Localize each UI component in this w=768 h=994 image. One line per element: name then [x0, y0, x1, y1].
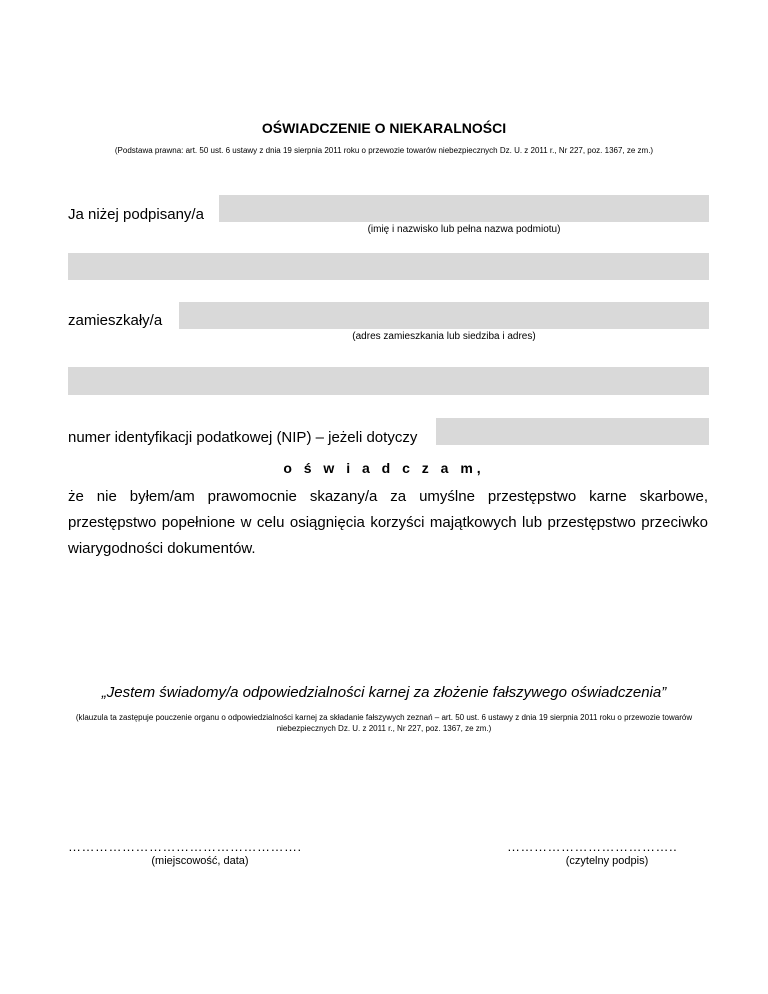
address-label: zamieszkały/a: [68, 312, 163, 329]
name-field-continued[interactable]: [68, 253, 709, 280]
name-label: Ja niżej podpisany/a: [68, 206, 204, 223]
place-date-line[interactable]: …………………………………………….: [68, 839, 302, 854]
address-field[interactable]: [179, 302, 709, 329]
document-title: OŚWIADCZENIE O NIEKARALNOŚCI: [261, 120, 507, 136]
address-field-continued[interactable]: [68, 367, 709, 395]
signature-label: (czytelny podpis): [565, 855, 649, 867]
address-hint: (adres zamieszkania lub siedziba i adres): [352, 331, 536, 342]
responsibility-clause: „Jestem świadomy/a odpowiedzialności karnej za złożenie fałszywego oświadczenia”: [101, 684, 667, 701]
name-hint: (imię i nazwisko lub pełna nazwa podmiotu): [367, 224, 561, 235]
legal-basis: (Podstawa prawna: art. 50 ust. 6 ustawy z dnia 19 sierpnia 2011 roku o przewozie towarów niebezpiecznych Dz. U. z 2011 r., Nr 227, poz. 1367, ze zm.): [114, 146, 654, 155]
nip-label: numer identyfikacji podatkowej (NIP) – jeżeli dotyczy: [68, 429, 418, 446]
name-field[interactable]: [219, 195, 709, 222]
nip-field[interactable]: [436, 418, 709, 445]
declaration-heading: o ś w i a d c z a m,: [283, 460, 485, 476]
clause-note: (klauzula ta zastępuje pouczenie organu o odpowiedzialności karnej za składanie fałszywych zeznań – art. 50 ust. 6 ustawy z dnia 19 sierpnia 2011 roku o przewozie towarów niebezpiecznych Dz. U. z 2011 r., Nr 227, poz. 1367, ze zm.): [75, 713, 693, 733]
declaration-text: że nie byłem/am prawomocnie skazany/a za umyślne przestępstwo karne skarbowe, przestępstwo popełnione w celu osiągnięcia korzyści majątkowych lub przestępstwo przeciwko wiarygodności dokumentów.: [68, 488, 708, 557]
place-date-label: (miejscowość, data): [151, 855, 249, 867]
signature-line[interactable]: ………………………………..: [507, 839, 678, 854]
